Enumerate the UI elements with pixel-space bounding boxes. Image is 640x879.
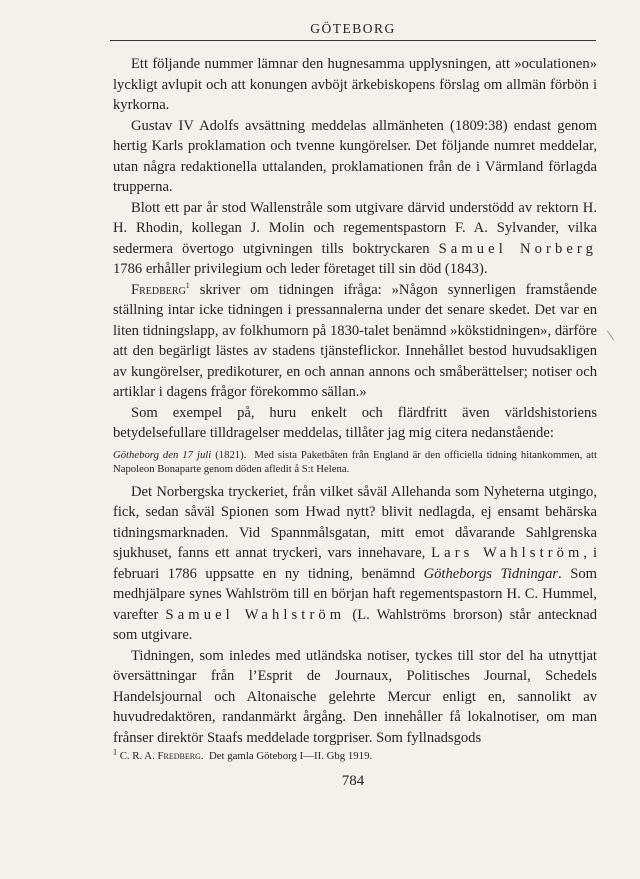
quote-text: Med sista Paketbåten från England är den officiella tidning hitankommen, att Napoleon Bonaparte genom döden afledit å S:t Helena. bbox=[113, 448, 597, 475]
body-text bbox=[113, 54, 597, 748]
paragraph-5: Som exempel på, huru enkelt och flärdfritt även världshistoriens betydelsefullare tilldragelser meddelas, tillåter jag mig citera nedanstående: bbox=[113, 404, 597, 441]
paragraph-7: Tidningen, som inledes med utländska notiser, tyckes till stor del ha utnyttjat översättningar från l’Esprit de Journaux, Politisches Journal, Schedels Handelsjournal och Altonaische gelehrte Mercur enligt en, sannolikt av huvudredaktören, randanmärkt årgång. Den innehåller få lokalnotiser, om man frånser direktör Staafs meddelade torgpriser. Som fyllnadsgods bbox=[113, 647, 597, 746]
footnote-author: C. R. A. Fredberg. bbox=[119, 750, 204, 762]
quote-source: Götheborg den 17 juli bbox=[113, 448, 212, 461]
paragraph-3-text-a: Blott ett par år stod Wallenstråle som utgivare därvid understödd av rektorn H. H. Rhodin, kollegan J. Molin och regementspastorn F. A. Sylvander, vilka sedermera övertogo utgivningen tills boktryckaren bbox=[113, 199, 597, 257]
paragraph-3 bbox=[113, 198, 597, 280]
paragraph-6-text-b: , i februari 1786 uppsatte en ny tidning, benämnd bbox=[113, 545, 597, 582]
paragraph-2: Gustav IV Adolfs avsättning meddelas allmänheten (1809:38) endast genom hertig Karls proklamation och tvenne kungörelser. Det följande numret meddelar, utan några redaktionella uttalanden, proklamationen från de i Värmland förlagda trupperna. bbox=[113, 117, 597, 195]
margin-pencil-mark bbox=[607, 331, 614, 341]
paragraph-6-text-a: Det Norbergska tryckeriet, från vilket såväl Allehanda som Nyheterna utgingo, fick, sedan såväl Spionen som Hwad nytt? blivit nedlagda, ej ensamt behärska tidningsmarknaden. Vid Spannmålsgatan, mitt emot dåvarande Sahlgrenska sjukhuset, fanns ett annat tryckeri, vars innehavare, bbox=[113, 483, 597, 561]
spaced-name-samuel-wahlstrom: Samuel Wahlström bbox=[165, 606, 346, 623]
paragraph-4-text: skriver om tidningen ifråga: »Någon synnerligen framstående ställning intar icke tidningen i pressannalerna under det senare skedet. Det var en liten tidningslapp, av folkhumorn på 1830-talet benämnd »kökstidningen», därföre att den begärligt lästes av stadens tjänsteflickor. Innehållet bestod huvudsakligen av kungörelser, predikoturer, en och annan annons och småberättelser; notiser och artiklar i dagens frågor förekommo sällan.» bbox=[113, 281, 597, 400]
footnote-text: Det gamla Göteborg I—II. Gbg 1919. bbox=[208, 750, 373, 762]
paragraph-4 bbox=[113, 280, 597, 403]
footnote-mark: 1 bbox=[113, 747, 117, 757]
running-head: GÖTEBORG bbox=[310, 21, 396, 36]
paragraph-6-text-d: (L. Wahlströms brorson) står antecknad som utgivare. bbox=[113, 606, 597, 643]
block-quote bbox=[113, 448, 597, 476]
page-number: 784 bbox=[341, 773, 365, 789]
paragraph-3-text-b: 1786 erhåller privilegium och leder företaget till sin död (1843). bbox=[113, 261, 488, 277]
header-rule bbox=[110, 40, 596, 41]
footnote-reference: 1 bbox=[185, 280, 190, 290]
spaced-name-lars-wahlstrom: Lars Wahlström bbox=[431, 545, 584, 561]
author-name-fredberg: Fredberg bbox=[131, 281, 186, 298]
quote-year: (1821). bbox=[215, 448, 247, 461]
newspaper-title: Götheborgs Tidningar bbox=[423, 565, 559, 582]
footnote bbox=[113, 749, 597, 763]
paragraph-6 bbox=[113, 482, 597, 646]
spaced-name-samuel-norberg: Samuel Norberg bbox=[438, 240, 597, 257]
paragraph-6-text-c: . Som medhjälpare synes Wahlström till en början haft regementspastorn H. C. Hummel, varefter bbox=[113, 565, 597, 623]
paragraph-1: Ett följande nummer lämnar den hugnesamma upplysningen, att »oculationen» lyckligt avlupit och att konungen avböjt ärkebiskopens förslag om allmän förbön i kyrkorna. bbox=[113, 56, 597, 113]
